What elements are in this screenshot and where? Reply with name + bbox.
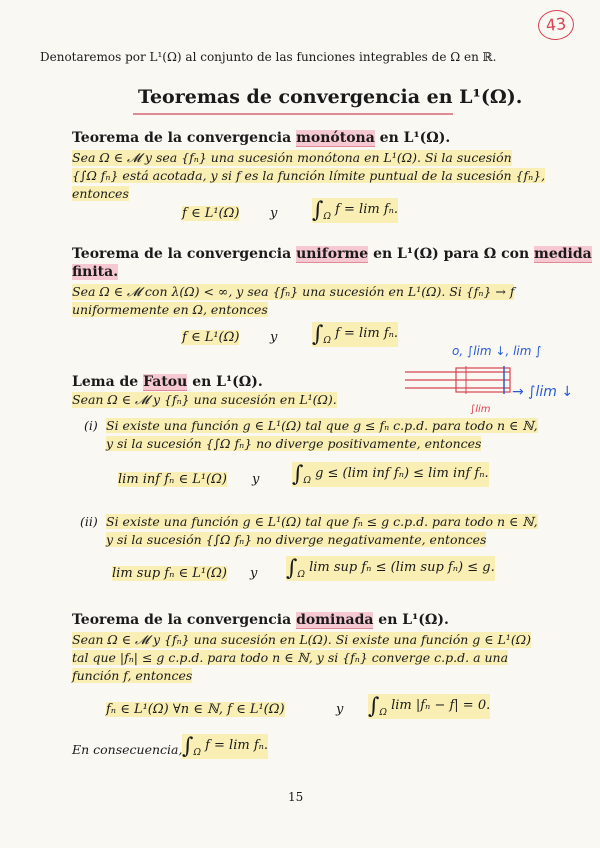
theorem-1-line-1: Sea Ω ∈ 𝓜 y sea {fₙ} una sucesión monótona en L¹(Ω). Si la sucesión xyxy=(72,150,512,165)
theorem-1-formula-left: f ∈ L¹(Ω) xyxy=(182,206,240,221)
theorem-2-formula-mid: y xyxy=(270,330,278,345)
lemma-item-i-formula-right: $\int_\Omega$ g ≤ (lim inf fₙ) ≤ lim inf fₙ. xyxy=(292,462,489,487)
theorem-2-title-line-2: finita. xyxy=(72,264,119,280)
theorem-4-line-2: tal que |fₙ| ≤ g c.p.d. para todo n ∈ ℕ, y si {fₙ} converge c.p.d. a una xyxy=(72,650,509,665)
lemma-item-i-line-1: Si existe una función g ∈ L¹(Ω) tal que g ≤ fₙ c.p.d. para todo n ∈ ℕ, xyxy=(106,418,538,433)
consequence-formula: $\int_\Omega$ f = lim fₙ. xyxy=(182,734,269,759)
integral-icon: ∫ xyxy=(312,322,324,347)
theorem-1-line-3: entonces xyxy=(72,186,129,201)
lemma-item-i-formula-mid: y xyxy=(252,472,260,487)
theorem-1-title: Teorema de la convergencia monótona en L¹(Ω). xyxy=(72,130,451,146)
theorem-4-line-3: función f, entonces xyxy=(72,668,193,683)
theorem-4-title: Teorema de la convergencia dominada en L¹(Ω). xyxy=(72,612,449,628)
integral-icon: ∫ xyxy=(292,462,304,487)
theorem-4-formula-mid: y xyxy=(336,702,344,717)
integral-icon: ∫ xyxy=(312,198,324,223)
lemma-fatou-intro: Sean Ω ∈ 𝓜 y {fₙ} una sucesión en L¹(Ω). xyxy=(72,392,337,407)
handwritten-sketch xyxy=(400,362,520,408)
theorem-1-formula-right: $\int_\Omega$ f = lim fₙ. xyxy=(312,198,399,223)
title-underline xyxy=(133,113,453,115)
theorem-2-line-2: uniformemente en Ω, entonces xyxy=(72,302,268,317)
consequence-label: En consecuencia, xyxy=(72,742,183,757)
theorem-4-line-1: Sean Ω ∈ 𝓜 y {fₙ} una sucesión en L(Ω). Si existe una función g ∈ L¹(Ω) xyxy=(72,632,531,647)
integral-icon: ∫ xyxy=(286,556,298,581)
theorem-2-formula-left: f ∈ L¹(Ω) xyxy=(182,330,240,345)
theorem-2-formula-right: $\int_\Omega$ f = lim fₙ. xyxy=(312,322,399,347)
section-title: Teoremas de convergencia en L¹(Ω). xyxy=(138,86,523,108)
lemma-item-ii-formula-right: $\int_\Omega$ lim sup fₙ ≤ (lim sup fₙ) ≤ g. xyxy=(286,556,495,581)
handwritten-note-3: ∫lim xyxy=(470,404,491,415)
theorem-2-line-1: Sea Ω ∈ 𝓜 con λ(Ω) < ∞, y sea {fₙ} una sucesión en L¹(Ω). Si {fₙ} → f xyxy=(72,284,515,299)
lemma-item-i-line-2: y si la sucesión {∫Ω fₙ} no diverge positivamente, entonces xyxy=(106,436,482,451)
lemma-item-ii-formula-left: lim sup fₙ ∈ L¹(Ω) xyxy=(112,566,228,581)
intro-text: Denotaremos por L¹(Ω) al conjunto de las funciones integrables de Ω en ℝ. xyxy=(40,50,497,64)
lemma-item-ii-line-2: y si la sucesión {∫Ω fₙ} no diverge negativamente, entonces xyxy=(106,532,487,547)
lemma-item-ii-formula-mid: y xyxy=(250,566,258,581)
lemma-item-ii-line-1: Si existe una función g ∈ L¹(Ω) tal que fₙ ≤ g c.p.d. para todo n ∈ ℕ, xyxy=(106,514,538,529)
lemma-item-i-label: (i) xyxy=(84,418,98,433)
integral-icon: ∫ xyxy=(182,734,194,759)
handwritten-note-1: o, ∫lim ↓, lim ∫ xyxy=(452,344,542,358)
integral-icon: ∫ xyxy=(368,694,380,719)
theorem-4-formula-left: fₙ ∈ L¹(Ω) ∀n ∈ ℕ, f ∈ L¹(Ω) xyxy=(106,702,285,717)
lemma-item-ii-label: (ii) xyxy=(80,514,98,529)
theorem-4-formula-right: $\int_\Omega$ lim |fₙ − f| = 0. xyxy=(368,694,491,719)
lemma-item-i-formula-left: lim inf fₙ ∈ L¹(Ω) xyxy=(118,472,227,487)
theorem-2-title-line-1: Teorema de la convergencia uniforme en L¹(Ω) para Ω con medida xyxy=(72,246,592,262)
handwritten-note-2: → ∫lim ↓ xyxy=(512,384,574,400)
page-number: 15 xyxy=(288,790,304,804)
theorem-1-formula-mid: y xyxy=(270,206,278,221)
theorem-1-line-2: {∫Ω fₙ} está acotada, y si f es la función límite puntual de la sucesión {fₙ}, xyxy=(72,168,546,183)
page-marker: 43 xyxy=(537,8,576,42)
lemma-fatou-title: Lema de Fatou en L¹(Ω). xyxy=(72,374,263,390)
